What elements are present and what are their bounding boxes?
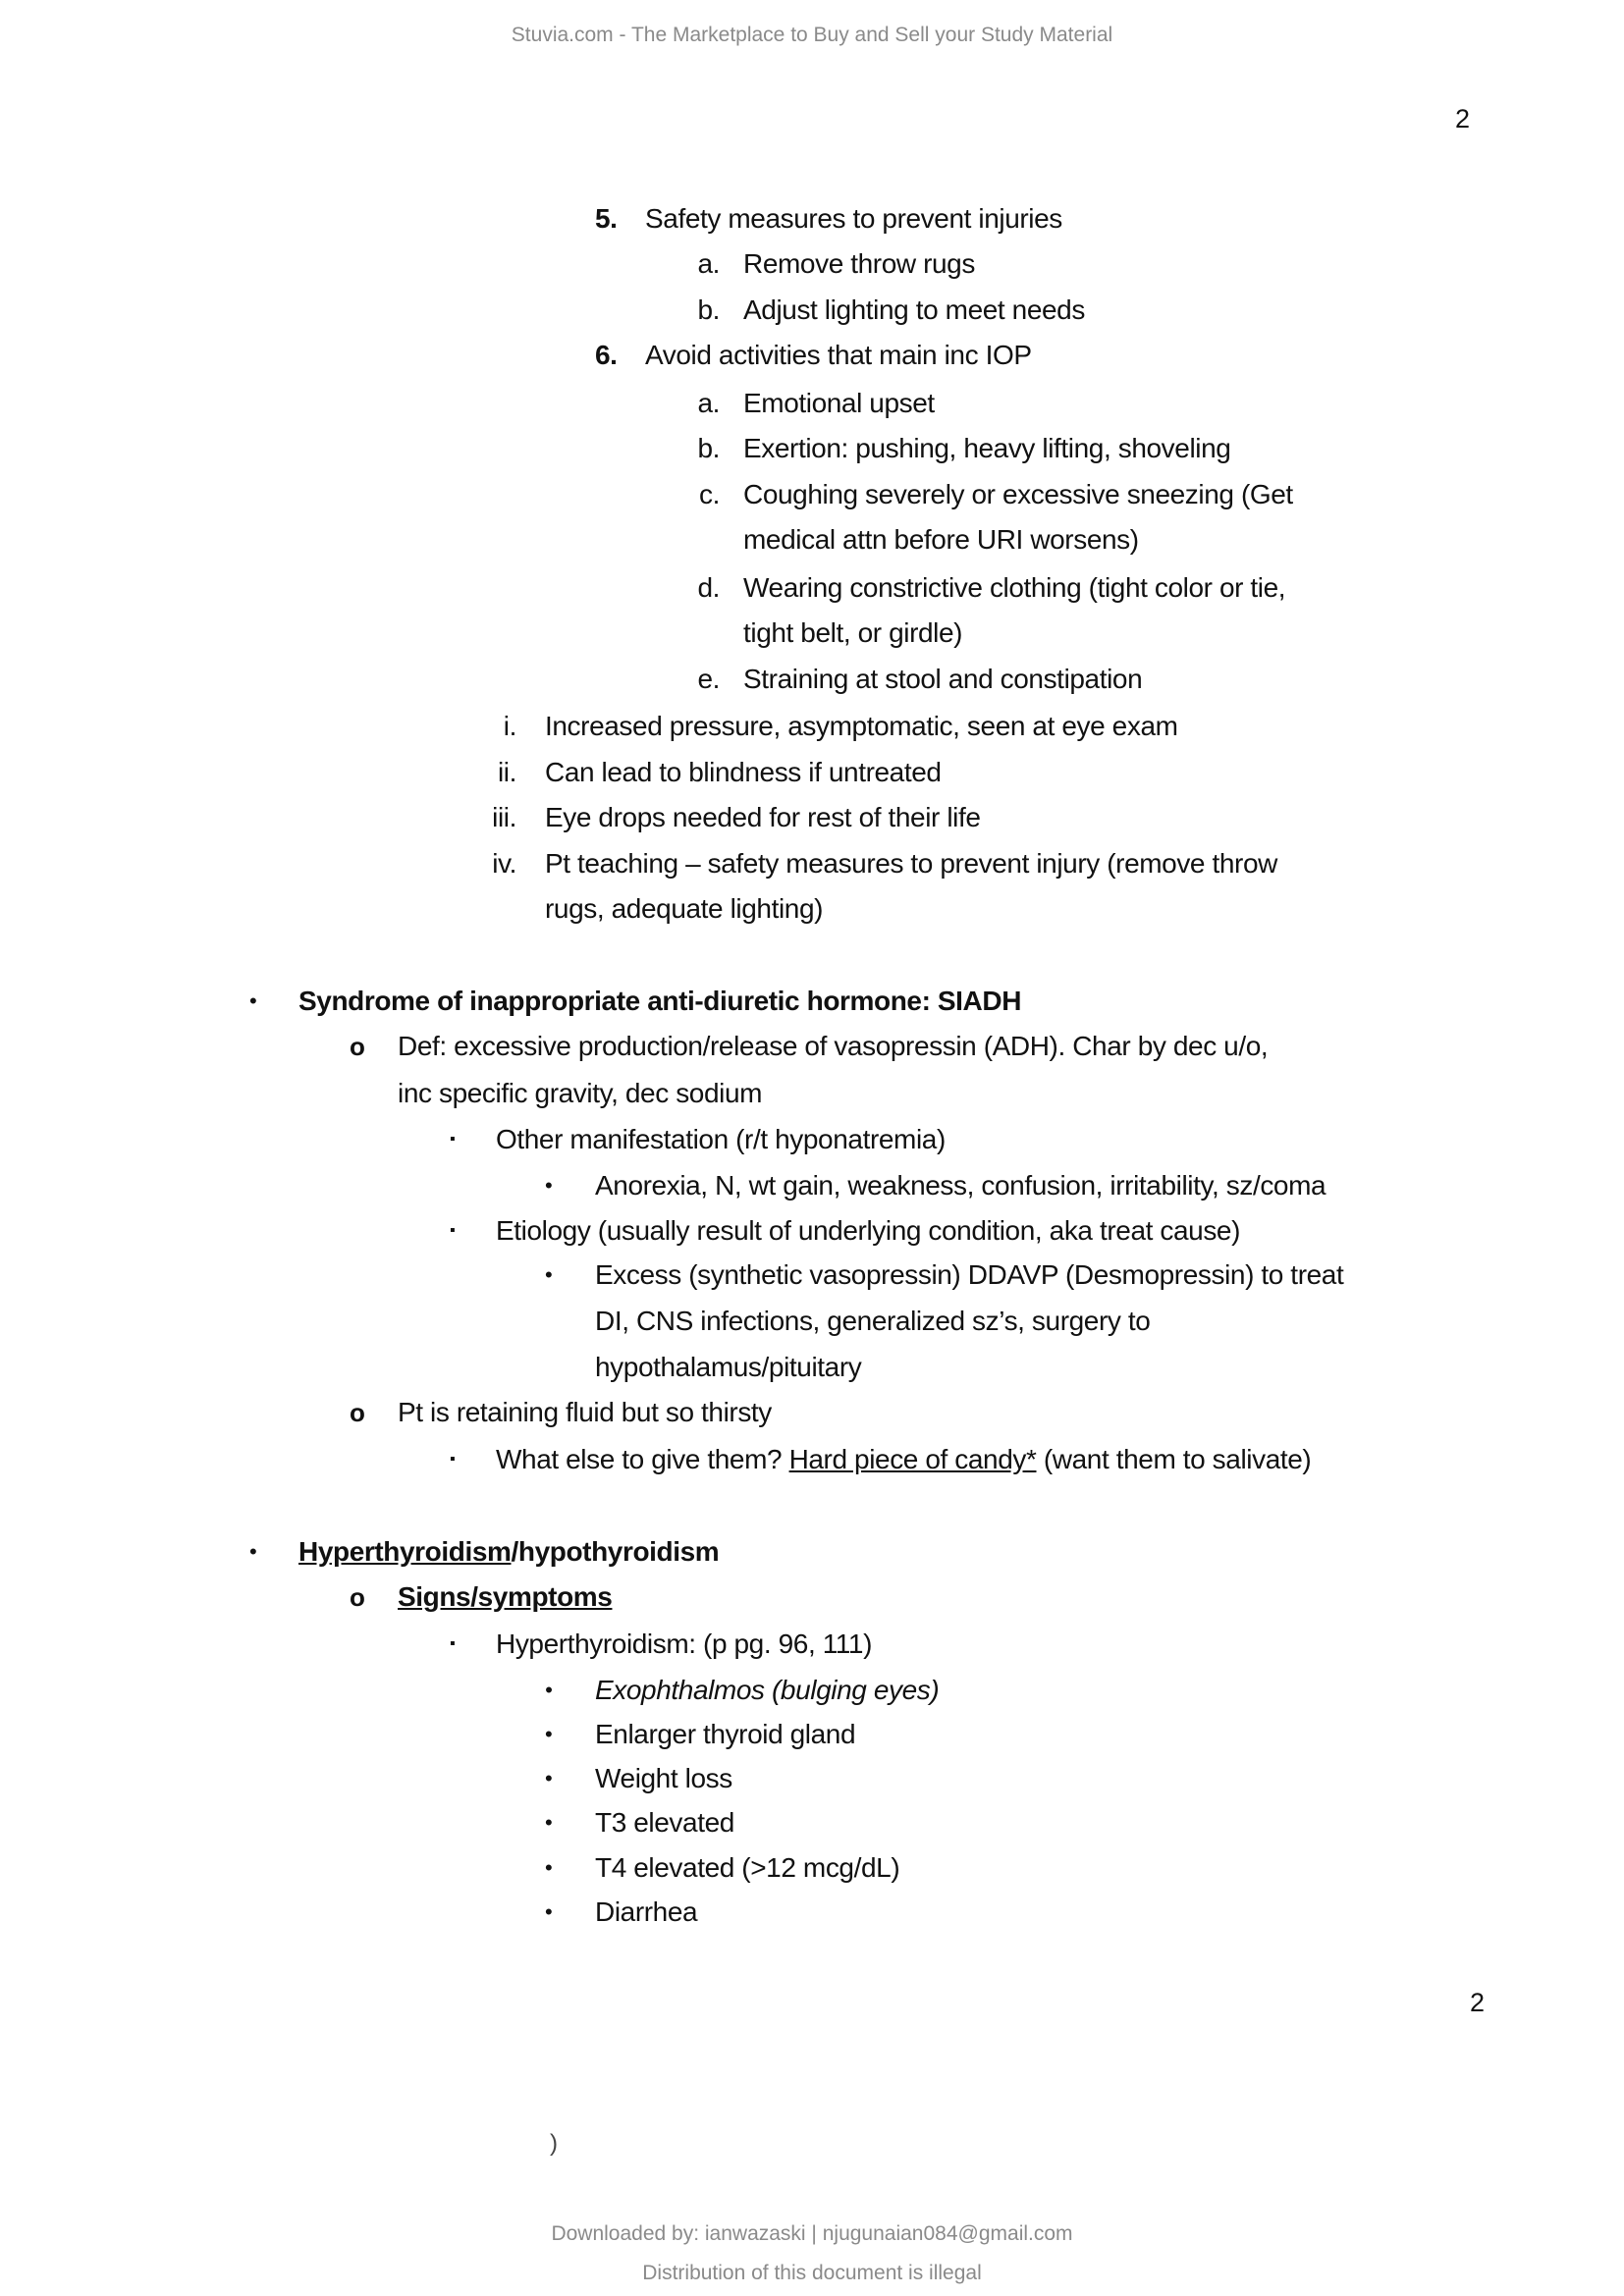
list-text: Increased pressure, asymptomatic, seen at eye exam [545,711,1178,741]
list-text: hypothalamus/pituitary [595,1352,862,1382]
question-text: What else to give them? [496,1444,789,1474]
list-text: Avoid activities that main inc IOP [645,340,1032,370]
list-text: Anorexia, N, wt gain, weakness, confusion, irritability, sz/coma [595,1170,1326,1201]
bullet-icon: • [249,1539,257,1564]
list-text: Etiology (usually result of underlying condition, aka treat cause) [496,1215,1241,1246]
list-text: Straining at stool and constipation [743,664,1143,694]
bullet-icon: • [545,1899,553,1924]
list-text: Other manifestation (r/t hyponatremia) [496,1124,946,1154]
list-text: Weight loss [595,1763,732,1793]
list-text: Coughing severely or excessive sneezing (Get [743,479,1293,509]
bullet-icon: • [545,1810,553,1835]
circle-bullet-icon: o [350,1582,365,1612]
list-roman: iii. [492,802,516,832]
list-roman: i. [503,711,516,741]
heading-text [298,1534,719,1570]
bullet-icon: • [545,1766,553,1790]
heading-underlined: Hyperthyroidism [298,1536,512,1567]
list-text: Exophthalmos (bulging eyes) [595,1675,940,1705]
list-text: Hyperthyroidism: (p pg. 96, 111) [496,1629,873,1659]
list-text: Remove throw rugs [743,248,975,279]
list-text: Pt teaching – safety measures to prevent injury (remove throw [545,848,1277,879]
list-letter: e. [697,664,720,694]
stray-parenthesis: ) [550,2130,558,2157]
note-text: (want them to salivate) [1036,1444,1312,1474]
list-text: tight belt, or girdle) [743,617,963,648]
list-text: Exertion: pushing, heavy lifting, shoveling [743,433,1231,463]
answer-text: Hard piece of candy* [788,1444,1037,1474]
list-letter: a. [697,248,720,279]
bullet-icon: • [545,1173,553,1198]
list-text: DI, CNS infections, generalized sz’s, surgery to [595,1306,1151,1336]
list-roman: iv. [492,848,516,879]
page-number: 2 [1455,104,1471,133]
list-letter: b. [697,294,720,325]
bullet-icon: • [249,988,257,1013]
list-number: 5. [595,203,618,234]
downloaded-by: Downloaded by: ianwazaski | njugunaian084@gmail.com [551,2222,1073,2245]
square-bullet-icon: ▪ [450,1222,456,1239]
list-text: T3 elevated [595,1807,734,1838]
bullet-icon: • [545,1855,553,1880]
heading-text: Syndrome of inappropriate anti-diuretic hormone: SIADH [298,986,1022,1016]
list-text: Emotional upset [743,388,935,418]
list-text: rugs, adequate lighting) [545,893,824,924]
list-text: Eye drops needed for rest of their life [545,802,981,832]
list-text: Def: excessive production/release of vasopressin (ADH). Char by dec u/o, [398,1031,1269,1061]
list-text: medical attn before URI worsens) [743,524,1139,555]
list-text: inc specific gravity, dec sodium [398,1078,763,1108]
list-letter: a. [697,388,720,418]
list-text: Wearing constrictive clothing (tight color or tie, [743,572,1286,603]
list-text: Excess (synthetic vasopressin) DDAVP (Desmopressin) to treat [595,1259,1344,1290]
stuvia-banner: Stuvia.com - The Marketplace to Buy and Sell your Study Material [511,24,1113,46]
bullet-icon: • [545,1262,553,1287]
list-text: T4 elevated (>12 mcg/dL) [595,1852,900,1883]
circle-bullet-icon: o [350,1398,365,1427]
list-text: Can lead to blindness if untreated [545,757,942,787]
heading-rest: /hypothyroidism [511,1536,720,1567]
list-text [496,1442,1311,1477]
list-text: Safety measures to prevent injuries [645,203,1062,234]
list-letter: b. [697,433,720,463]
bullet-icon: • [545,1722,553,1746]
page-number-bottom: 2 [1470,1988,1486,2017]
list-text: Enlarger thyroid gland [595,1719,856,1749]
list-roman: ii. [497,757,516,787]
list-letter: c. [699,479,720,509]
square-bullet-icon: ▪ [450,1451,456,1468]
circle-bullet-icon: o [350,1032,365,1061]
list-letter: d. [697,572,720,603]
list-number: 6. [595,340,618,370]
list-text: Pt is retaining fluid but so thirsty [398,1397,772,1427]
list-text: Diarrhea [595,1896,698,1927]
bullet-icon: • [545,1678,553,1702]
square-bullet-icon: ▪ [450,1131,456,1148]
list-text: Adjust lighting to meet needs [743,294,1085,325]
distribution-notice: Distribution of this document is illegal [642,2262,982,2284]
square-bullet-icon: ▪ [450,1635,456,1652]
list-text: Signs/symptoms [398,1581,613,1612]
